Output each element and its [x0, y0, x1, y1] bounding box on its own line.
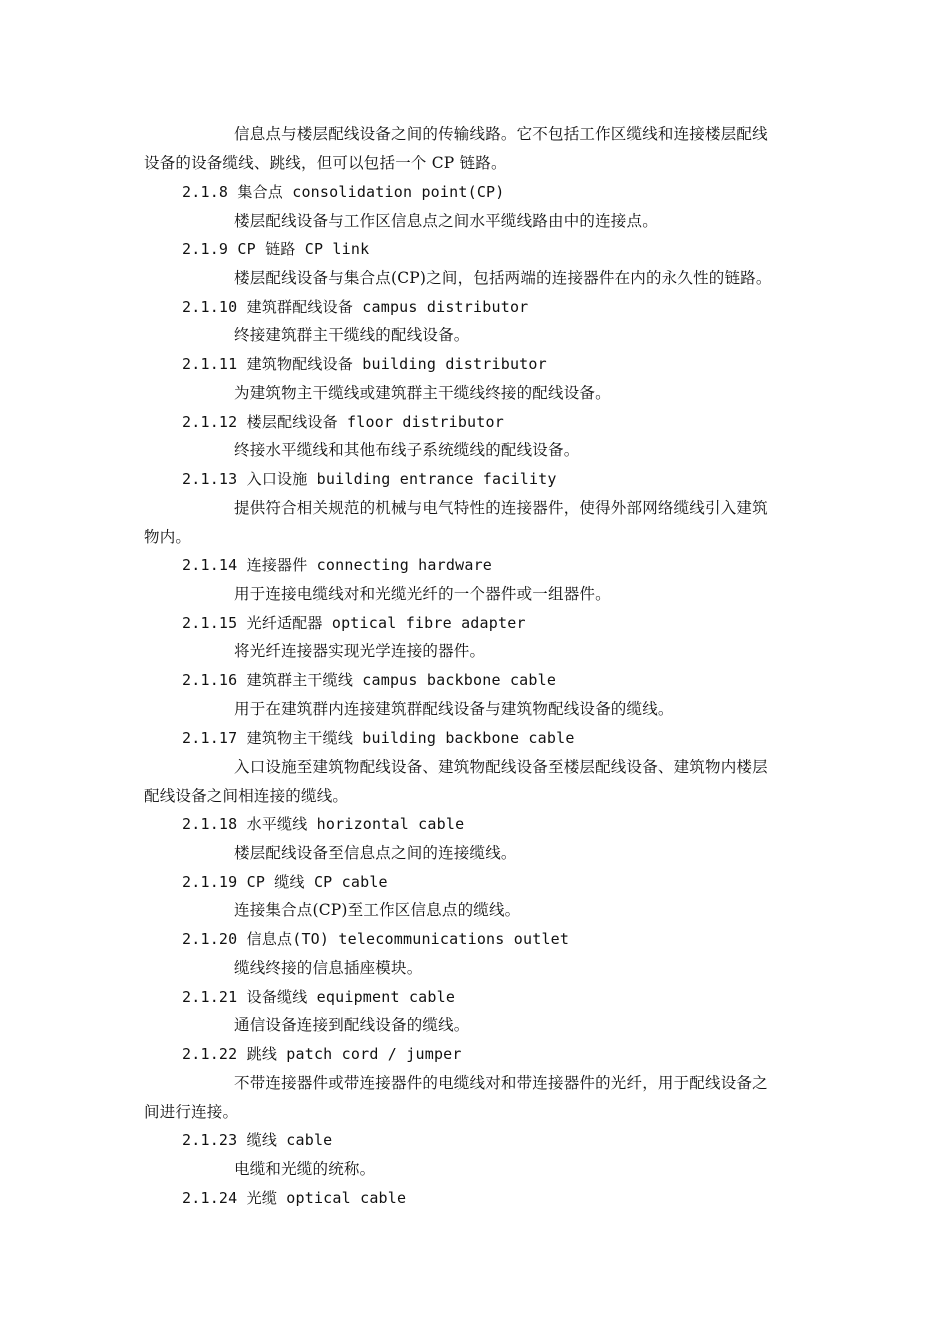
definition-continuation: 配线设备之间相连接的缆线。 — [144, 787, 349, 805]
term-heading: 2.1.20 信息点(TO) telecommunications outlet — [182, 930, 570, 948]
definition-text: 终接建筑群主干缆线的配线设备。 — [234, 326, 470, 344]
definition-text: 楼层配线设备与集合点(CP)之间，包括两端的连接器件在内的永久性的链路。 — [234, 269, 772, 287]
definition-text: 楼层配线设备与工作区信息点之间水平缆线路由中的连接点。 — [234, 212, 658, 230]
definition-text: 为建筑物主干缆线或建筑群主干缆线终接的配线设备。 — [234, 384, 611, 402]
definition-text: 信息点与楼层配线设备之间的传输线路。它不包括工作区缆线和连接楼层配线 — [234, 125, 768, 143]
definition-text: 通信设备连接到配线设备的缆线。 — [234, 1016, 470, 1034]
term-heading: 2.1.11 建筑物配线设备 building distributor — [182, 355, 547, 373]
definition-continuation: 物内。 — [144, 528, 192, 546]
definition-text: 楼层配线设备至信息点之间的连接缆线。 — [234, 844, 517, 862]
definition-text: 用于连接电缆线对和光缆光纤的一个器件或一组器件。 — [234, 585, 611, 603]
term-heading: 2.1.15 光纤适配器 optical fibre adapter — [182, 614, 526, 632]
definition-text: 连接集合点(CP)至工作区信息点的缆线。 — [234, 901, 521, 919]
term-heading: 2.1.24 光缆 optical cable — [182, 1189, 407, 1207]
term-heading: 2.1.19 CP 缆线 CP cable — [182, 873, 388, 891]
term-heading: 2.1.21 设备缆线 equipment cable — [182, 988, 456, 1006]
definition-text: 缆线终接的信息插座模块。 — [234, 959, 423, 977]
term-heading: 2.1.17 建筑物主干缆线 building backbone cable — [182, 729, 575, 747]
term-heading: 2.1.16 建筑群主干缆线 campus backbone cable — [182, 671, 557, 689]
definition-text: 提供符合相关规范的机械与电气特性的连接器件，使得外部网络缆线引入建筑 — [234, 499, 768, 517]
definition-text: 将光纤连接器实现光学连接的器件。 — [234, 642, 486, 660]
term-heading: 2.1.10 建筑群配线设备 campus distributor — [182, 298, 529, 316]
term-heading: 2.1.12 楼层配线设备 floor distributor — [182, 413, 504, 431]
definition-text: 用于在建筑群内连接建筑群配线设备与建筑物配线设备的缆线。 — [234, 700, 674, 718]
definition-text: 电缆和光缆的统称。 — [234, 1160, 376, 1178]
term-heading: 2.1.18 水平缆线 horizontal cable — [182, 815, 465, 833]
definition-text: 终接水平缆线和其他布线子系统缆线的配线设备。 — [234, 441, 580, 459]
definition-continuation: 设备的设备缆线、跳线，但可以包括一个 CP 链路。 — [144, 154, 507, 172]
definition-text: 不带连接器件或带连接器件的电缆线对和带连接器件的光纤，用于配线设备之 — [234, 1074, 768, 1092]
definition-text: 入口设施至建筑物配线设备、建筑物配线设备至楼层配线设备、建筑物内楼层 — [234, 758, 768, 776]
term-heading: 2.1.22 跳线 patch cord / jumper — [182, 1045, 462, 1063]
term-heading: 2.1.14 连接器件 connecting hardware — [182, 556, 493, 574]
term-heading: 2.1.13 入口设施 building entrance facility — [182, 470, 557, 488]
term-heading: 2.1.23 缆线 cable — [182, 1131, 333, 1149]
definition-continuation: 间进行连接。 — [144, 1103, 239, 1121]
term-heading: 2.1.8 集合点 consolidation point(CP) — [182, 183, 505, 201]
term-heading: 2.1.9 CP 链路 CP link — [182, 240, 370, 258]
